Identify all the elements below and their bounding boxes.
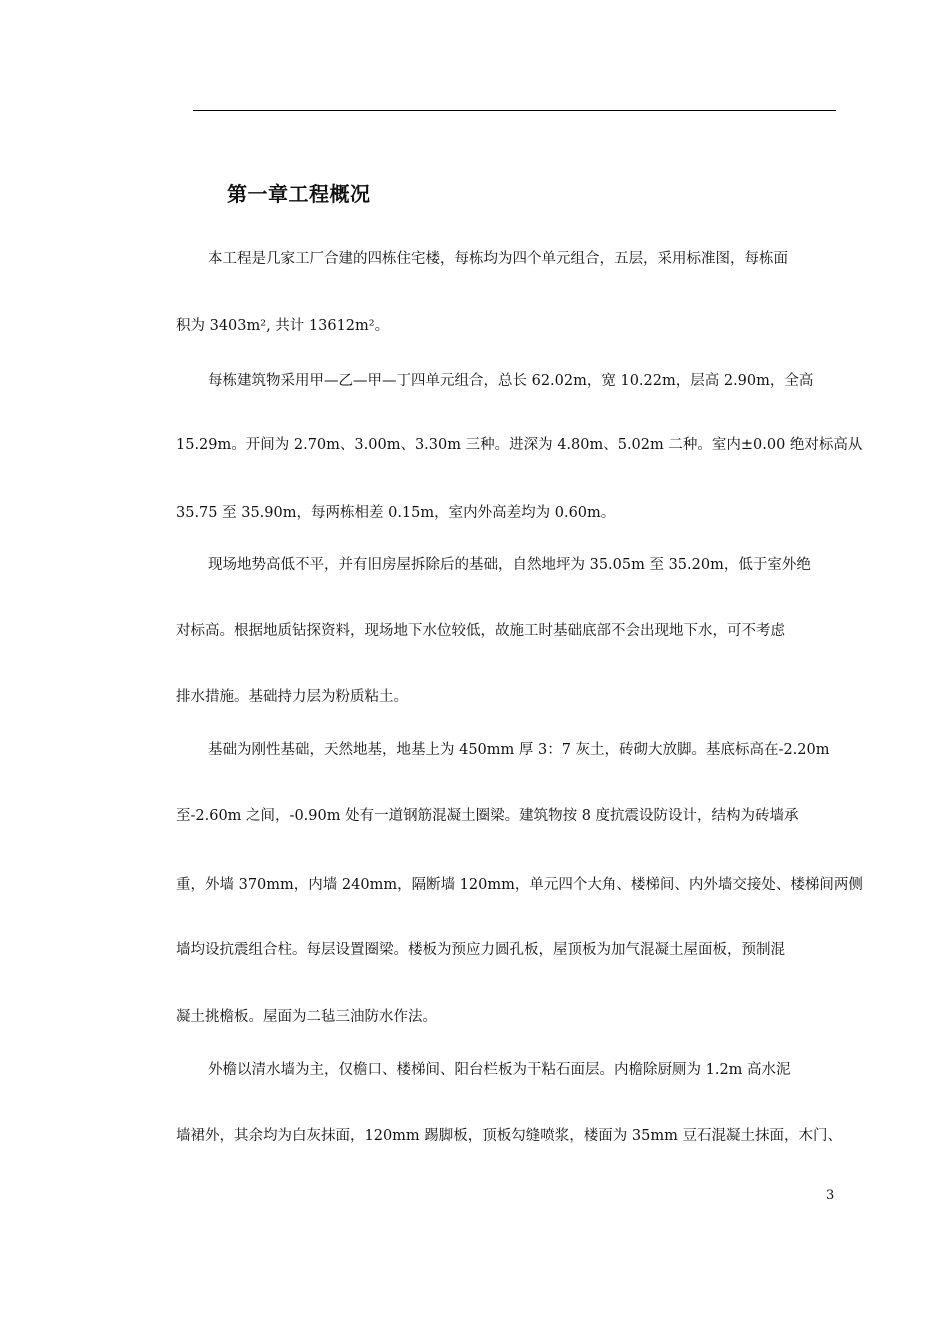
text-line-11: 重，外墙 370mm，内墙 240mm，隔断墙 120mm，单元四个大角、楼梯间、内外墙交接处、楼梯间两侧 <box>176 877 863 893</box>
page-number: 3 <box>826 1188 835 1203</box>
text-line-13: 凝土挑檐板。屋面为二毡三油防水作法。 <box>176 1009 437 1025</box>
text-line-14: 外檐以清水墙为主，仅檐口、楼梯间、阳台栏板为干粘石面层。内檐除厨厕为 1.2m 高水泥 <box>208 1062 791 1078</box>
text-line-8: 排水措施。基础持力层为粉质粘土。 <box>176 689 408 705</box>
text-line-6: 现场地势高低不平，并有旧房屋拆除后的基础，自然地坪为 35.05m 至 35.20m，低于室外绝 <box>208 557 811 573</box>
text-line-15: 墙裙外，其余均为白灰抹面，120mm 踢脚板，顶板勾缝喷浆，楼面为 35mm 豆石混凝土抹面，木门、 <box>176 1128 842 1144</box>
text-line-1: 本工程是几家工厂合建的四栋住宅楼，每栋均为四个单元组合，五层，采用标准图，每栋面 <box>208 251 788 267</box>
header-rule <box>193 110 836 111</box>
text-line-4: 15.29m。开间为 2.70m、3.00m、3.30m 三种。进深为 4.80m、5.02m 二种。室内±0.00 绝对标高从 <box>176 437 863 453</box>
text-line-3: 每栋建筑物采用甲—乙—甲—丁四单元组合，总长 62.02m，宽 10.22m，层高 2.90m，全高 <box>208 373 814 389</box>
chapter-title: 第一章工程概况 <box>227 182 371 206</box>
text-line-12: 墙均设抗震组合柱。每层设置圈梁。楼板为预应力圆孔板，屋顶板为加气混凝土屋面板，预制混 <box>176 942 785 958</box>
text-line-5: 35.75 至 35.90m，每两栋相差 0.15m，室内外高差均为 0.60m。 <box>176 505 616 521</box>
text-line-10: 至-2.60m 之间，-0.90m 处有一道钢筋混凝土圈梁。建筑物按 8 度抗震设防设计，结构为砖墙承 <box>176 808 799 824</box>
text-line-9: 基础为刚性基础，天然地基，地基上为 450mm 厚 3：7 灰土，砖砌大放脚。基底标高在-2.20m <box>208 742 830 758</box>
text-line-7: 对标高。根据地质钻探资料，现场地下水位较低，故施工时基础底部不会出现地下水，可不考虑 <box>176 623 785 639</box>
text-line-2: 积为 3403m², 共计 13612m²。 <box>176 318 390 334</box>
